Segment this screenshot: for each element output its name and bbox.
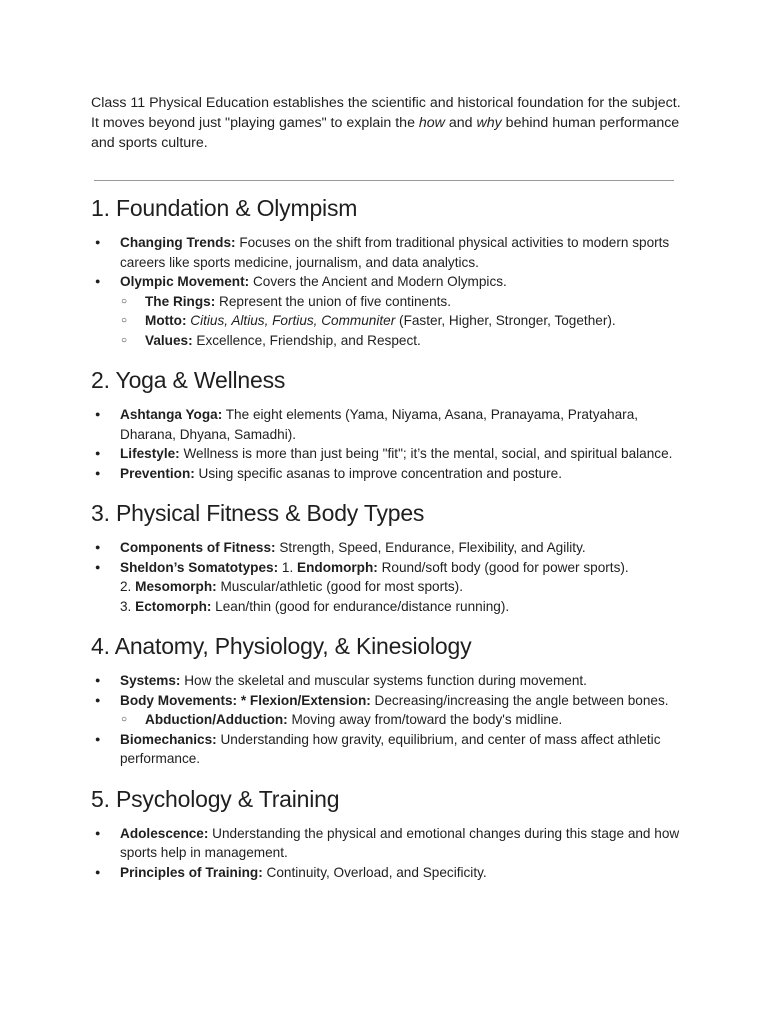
list-item	[91, 272, 690, 350]
item-label: Values:	[145, 332, 193, 348]
intro-how: how	[418, 115, 445, 131]
item-label: Mesomorph:	[135, 579, 217, 594]
item-text: Focuses on the shift from traditional physical activities to modern sports careers like sports medicine, journalism, and data analytics.	[120, 235, 670, 270]
section-anatomy-physiology	[91, 632, 768, 769]
intro-and: and	[444, 115, 477, 131]
bullet-list	[91, 405, 768, 483]
item-label: Ashtanga Yoga:	[120, 407, 223, 422]
item-number: 3.	[120, 598, 136, 614]
intro-text: Class 11 Physical Education establishes the scientific and historical foundation for the subject. It moves beyond just "playing games" to explain the	[91, 95, 681, 131]
item-label: Olympic Movement:	[120, 274, 250, 289]
item-text: Muscular/athletic (good for most sports).	[216, 579, 463, 594]
item-label: Flexion/Extension:	[249, 692, 371, 708]
item-text: Understanding how gravity, equilibrium, and center of mass affect athletic performance.	[120, 731, 661, 766]
item-text: Decreasing/increasing the angle between bones.	[370, 692, 669, 708]
bullet-list	[91, 671, 768, 769]
list-item	[91, 671, 690, 691]
bullet-list	[91, 538, 768, 616]
item-text: Moving away from/toward the body's midline.	[287, 712, 563, 727]
list-item	[91, 538, 690, 558]
section-physical-fitness	[91, 499, 768, 616]
item-label: Motto:	[145, 313, 187, 328]
item-text: Round/soft body (good for power sports).	[377, 559, 629, 575]
item-label: Principles of Training:	[120, 864, 263, 880]
list-item	[91, 464, 690, 484]
intro-why: why	[476, 115, 502, 131]
sub-list-item	[120, 710, 690, 730]
item-label: Changing Trends:	[120, 235, 236, 250]
sub-list	[120, 292, 690, 351]
sub-list	[120, 710, 690, 730]
item-label: Adolescence:	[120, 825, 209, 841]
item-label: Sheldon’s Somatotypes:	[120, 559, 279, 575]
item-number: 2.	[120, 579, 136, 594]
item-text: Covers the Ancient and Modern Olympics.	[249, 274, 507, 289]
item-label: Prevention:	[120, 465, 195, 481]
sub-list-item	[120, 311, 690, 331]
intro-paragraph	[91, 93, 691, 153]
item-separator: *	[237, 692, 250, 708]
section-psychology-training	[91, 785, 768, 883]
motto-text: Citius, Altius, Fortius, Communiter	[186, 313, 396, 328]
item-text: (Faster, Higher, Stronger, Together).	[395, 313, 616, 328]
item-text: Excellence, Friendship, and Respect.	[192, 332, 421, 348]
section-heading: 2. Yoga & Wellness	[91, 367, 286, 393]
item-number: 1.	[278, 559, 298, 575]
item-label: Lifestyle:	[120, 446, 180, 461]
list-item	[91, 863, 690, 883]
section-heading: 3. Physical Fitness & Body Types	[91, 500, 425, 526]
list-item	[91, 824, 690, 863]
item-text: Lean/thin (good for endurance/distance running).	[211, 598, 510, 614]
item-text: Strength, Speed, Endurance, Flexibility, and Agility.	[275, 540, 586, 555]
list-item	[91, 730, 690, 769]
list-item	[91, 405, 690, 444]
item-text: Represent the union of five continents.	[215, 293, 452, 309]
item-label: Body Movements:	[120, 692, 238, 708]
item-text: Wellness is more than just being "fit"; it’s the mental, social, and spiritual balance.	[179, 446, 673, 461]
item-text: Understanding the physical and emotional changes during this stage and how sports help in management.	[120, 825, 680, 860]
list-item	[91, 558, 690, 617]
item-label: Ectomorph:	[135, 598, 212, 614]
list-item	[91, 691, 690, 730]
item-text: The eight elements (Yama, Niyama, Asana, Pranayama, Pratyahara, Dharana, Dhyana, Samadhi).	[120, 407, 639, 442]
item-label: The Rings:	[145, 293, 216, 309]
item-label: Biomechanics:	[120, 731, 217, 747]
item-label: Endomorph:	[297, 559, 378, 575]
sub-list-item	[120, 292, 690, 312]
item-text: Using specific asanas to improve concentration and posture.	[194, 465, 563, 481]
horizontal-divider	[94, 180, 674, 181]
item-text: How the skeletal and muscular systems function during movement.	[180, 673, 587, 688]
item-label: Systems:	[120, 673, 181, 688]
intro-text-end: behind human performance and sports culture.	[91, 115, 680, 151]
bullet-list	[91, 824, 768, 883]
section-heading: 1. Foundation & Olympism	[91, 195, 358, 221]
item-text: Continuity, Overload, and Specificity.	[262, 864, 487, 880]
section-foundation-olympism	[91, 194, 768, 350]
bullet-list	[91, 233, 768, 350]
section-yoga-wellness	[91, 366, 768, 483]
sub-list-item	[120, 331, 690, 351]
item-label: Components of Fitness:	[120, 540, 276, 555]
item-label: Abduction/Adduction:	[145, 712, 288, 727]
list-item	[91, 444, 690, 464]
list-item	[91, 233, 690, 272]
section-heading: 5. Psychology & Training	[91, 785, 340, 812]
section-heading: 4. Anatomy, Physiology, & Kinesiology	[91, 633, 472, 659]
